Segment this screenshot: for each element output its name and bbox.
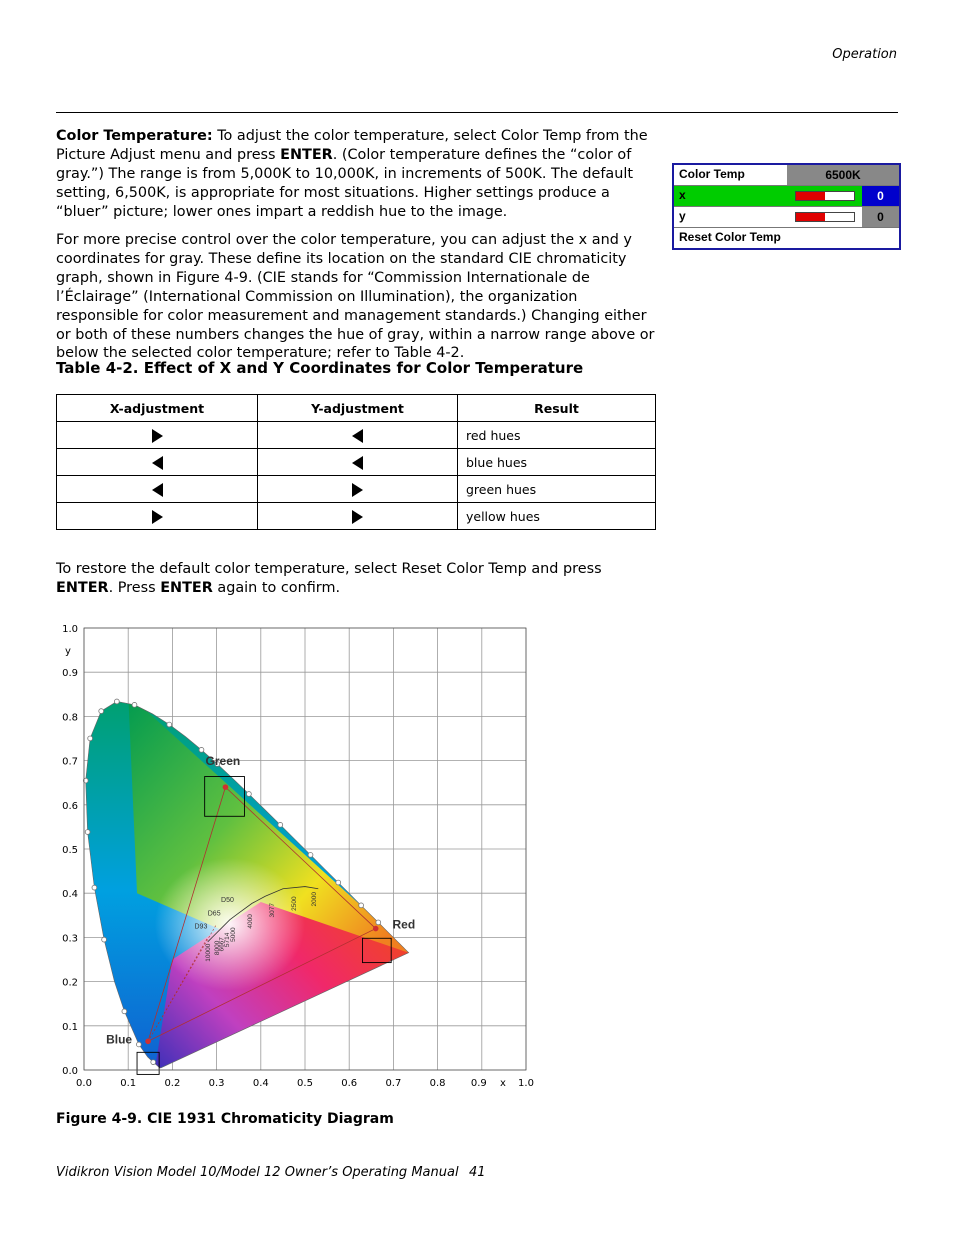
y-tick-label: 0.0 — [62, 1066, 78, 1077]
x-tick-label: 0.6 — [341, 1078, 358, 1089]
x-tick-label: 0.0 — [76, 1078, 92, 1089]
locus-marker — [376, 920, 381, 925]
locus-marker — [278, 822, 283, 827]
white-point-label: D50 — [221, 897, 234, 905]
table-row — [57, 503, 656, 530]
result-cell: green hues — [458, 476, 656, 503]
y-adjustment-cell — [258, 449, 458, 476]
y-tick-label: 0.2 — [62, 977, 78, 989]
locus-marker — [308, 853, 313, 858]
result-cell: yellow hues — [458, 503, 656, 530]
osd-value: 0 — [862, 207, 899, 227]
table-header-row — [57, 395, 656, 422]
osd-value: 6500K — [787, 165, 899, 185]
y-tick-label: 0.8 — [62, 712, 78, 724]
result-cell: blue hues — [458, 449, 656, 476]
x-adjustment-cell — [57, 503, 258, 530]
enter-key-text: ENTER — [56, 579, 109, 596]
y-adjustment-cell — [258, 503, 458, 530]
x-tick-label: 0.8 — [429, 1078, 446, 1089]
locus-marker — [85, 830, 90, 835]
right-arrow-icon — [152, 510, 163, 524]
locus-marker — [247, 792, 252, 797]
right-arrow-icon — [152, 429, 163, 443]
osd-label: y — [679, 209, 686, 223]
paragraph-text: again to confirm. — [212, 579, 341, 596]
temperature-label: 4000 — [246, 914, 254, 929]
y-tick-label: 0.5 — [62, 845, 78, 856]
locus-marker — [136, 1042, 141, 1047]
y-tick-label: 0.3 — [62, 933, 78, 945]
paragraph-text: . Press — [108, 579, 161, 596]
coordinate-effect-table — [56, 394, 656, 530]
column-header: Y-adjustment — [258, 395, 458, 422]
slider-fill — [796, 192, 825, 200]
cie-chromaticity-diagram — [50, 618, 550, 1098]
y-tick-label: 0.1 — [62, 1021, 78, 1033]
paragraph-xy-coordinates: For more precise control over the color temperature, you can adjust the x and y coordinates for gray. These define its location on the standard CIE chromaticity graph, shown in Figure 4-9. (CIE stands for “Commission Internationale de l’Éclairage” (International Commission on Illumination), the organization responsible for color measurement and management standards.) Changing either or both of these numbers changes the hue of gray, within a narrow range above or below the selected color temperature; refer to Table 4-2. — [56, 232, 655, 362]
y-tick-label: 0.9 — [62, 668, 78, 680]
temperature-label: 3077 — [269, 903, 277, 918]
osd-value: 0 — [862, 186, 899, 206]
osd-row-y[interactable] — [674, 206, 899, 227]
x-tick-label: 0.3 — [208, 1078, 225, 1089]
enter-key-text: ENTER — [160, 579, 213, 596]
result-cell: red hues — [458, 422, 656, 449]
table-row — [57, 476, 656, 503]
left-arrow-icon — [152, 456, 163, 470]
osd-label: Color Temp — [679, 167, 745, 181]
x-tick-label: 1.0 — [518, 1078, 534, 1089]
right-arrow-icon — [352, 510, 363, 524]
temperature-label: 8000 — [213, 940, 221, 956]
enter-key-text: ENTER — [280, 146, 333, 163]
column-header: Result — [458, 395, 656, 422]
table-row — [57, 422, 656, 449]
locus-marker — [88, 736, 93, 741]
right-arrow-icon — [352, 483, 363, 497]
locus-marker — [359, 903, 364, 908]
figure-caption: Figure 4-9. CIE 1931 Chromaticity Diagram — [56, 1111, 394, 1127]
y-adjustment-cell — [258, 476, 458, 503]
table-title: Table 4-2. Effect of X and Y Coordinates for Color Temperature — [56, 359, 584, 377]
primary-label: Blue — [106, 1032, 133, 1047]
x-adjustment-cell — [57, 449, 258, 476]
locus-marker — [151, 1060, 156, 1065]
locus-marker — [167, 722, 172, 727]
white-region — [155, 858, 305, 991]
locus-marker — [132, 702, 137, 707]
primary-label: Green — [205, 754, 241, 769]
temperature-label: 2500 — [291, 896, 299, 911]
left-arrow-icon — [352, 429, 363, 443]
lead-term: Color Temperature: — [56, 128, 213, 144]
y-tick-label: 1.0 — [62, 624, 78, 635]
paragraph-text: To adjust the color temperature, select Color Temp from the Picture Adjust menu and press — [56, 128, 648, 163]
locus-marker — [122, 1009, 127, 1014]
osd-slider-x[interactable] — [795, 191, 855, 201]
osd-row-color-temp[interactable] — [674, 165, 899, 185]
y-tick-label: 0.6 — [62, 800, 78, 812]
locus-marker — [114, 699, 119, 704]
x-axis-label: x — [499, 1078, 506, 1089]
running-header: Operation — [832, 47, 897, 62]
x-adjustment-cell — [57, 476, 258, 503]
locus-marker — [102, 937, 107, 942]
x-tick-label: 0.2 — [164, 1078, 181, 1089]
temperature-label: 2000 — [311, 891, 319, 907]
primary-point — [145, 1038, 151, 1044]
y-tick-label: 0.7 — [62, 756, 78, 768]
paragraph-color-temperature — [56, 127, 656, 222]
osd-color-temp-menu — [672, 163, 901, 250]
locus-marker — [336, 880, 341, 885]
primary-label: Red — [392, 917, 416, 932]
table-row — [57, 449, 656, 476]
osd-row-x[interactable] — [674, 185, 899, 206]
y-axis-label: y — [65, 646, 71, 658]
primary-point — [223, 784, 229, 790]
temperature-label: 5000 — [230, 927, 238, 942]
osd-label: x — [679, 188, 686, 202]
paragraph-text: . (Color temperature defines the “color of gray.”) The range is from 5,000K to 10,000K, in increments of 500K. The default setting, 6,500K, is appropriate for most situations. Higher settings produce a “bluer” picture; lower ones impart a reddish hue to the image. — [56, 146, 633, 220]
locus-marker — [92, 885, 97, 890]
osd-row-reset[interactable] — [674, 227, 899, 248]
osd-slider-y[interactable] — [795, 212, 855, 222]
primary-point — [373, 926, 379, 932]
x-tick-label: 0.1 — [120, 1078, 137, 1089]
x-tick-label: 0.5 — [297, 1078, 313, 1089]
header-rule — [56, 112, 898, 113]
locus-marker — [199, 747, 204, 752]
x-tick-label: 0.7 — [385, 1078, 402, 1089]
footer-title: Vidikron Vision Model 10/Model 12 Owner’s Operating Manual — [56, 1165, 459, 1180]
spectral-locus — [84, 672, 416, 1070]
page-number: 41 — [469, 1165, 486, 1180]
y-adjustment-cell — [258, 422, 458, 449]
x-adjustment-cell — [57, 422, 258, 449]
paragraph-reset — [56, 560, 656, 598]
column-header: X-adjustment — [57, 395, 258, 422]
locus-marker — [99, 709, 104, 714]
slider-fill — [796, 213, 825, 221]
paragraph-text: To restore the default color temperature, select Reset Color Temp and press — [56, 561, 602, 577]
temperature-label: 5714 — [223, 932, 231, 948]
osd-label: Reset Color Temp — [679, 230, 781, 244]
temperature-label: 10000 — [204, 943, 212, 962]
x-tick-label: 0.9 — [470, 1078, 487, 1089]
left-arrow-icon — [352, 456, 363, 470]
y-tick-label: 0.4 — [62, 889, 78, 901]
white-point-label: D65 — [207, 910, 221, 918]
white-point-label: D93 — [194, 923, 208, 931]
temperature-label: 6667 — [218, 937, 226, 952]
left-arrow-icon — [152, 483, 163, 497]
x-tick-label: 0.4 — [252, 1078, 269, 1089]
